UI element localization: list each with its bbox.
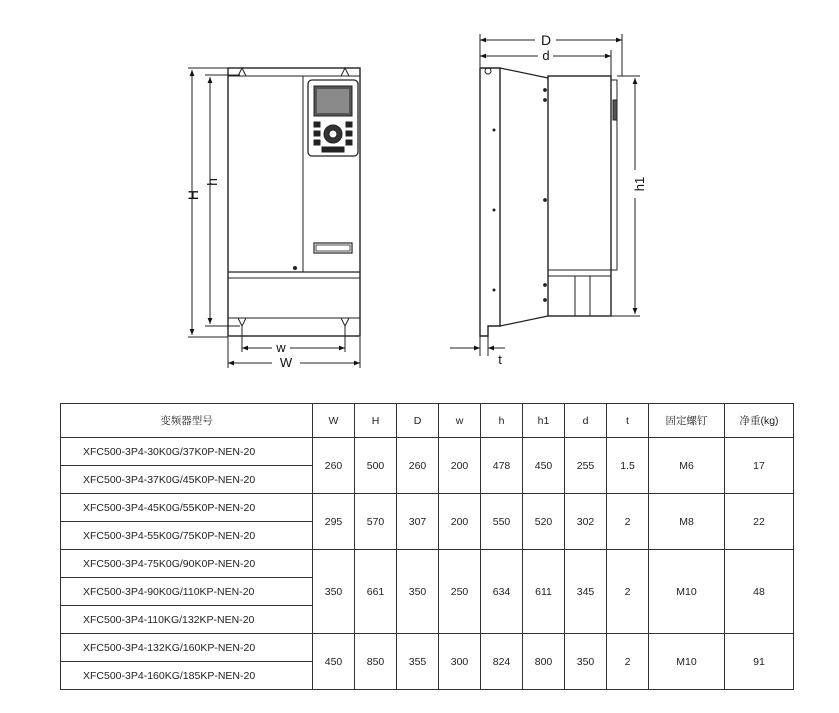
value-screw: M10 bbox=[649, 550, 725, 634]
value-d: 350 bbox=[565, 634, 607, 690]
header-screw: 固定螺钉 bbox=[649, 404, 725, 438]
value-H: 661 bbox=[355, 550, 397, 634]
dim-label-d: d bbox=[542, 48, 550, 63]
value-h1: 520 bbox=[523, 494, 565, 550]
header-D: D bbox=[397, 404, 439, 438]
value-D: 307 bbox=[397, 494, 439, 550]
spec-table bbox=[60, 403, 794, 690]
value-screw: M6 bbox=[649, 438, 725, 494]
dim-label-h1: h1 bbox=[632, 176, 647, 192]
value-h1: 450 bbox=[523, 438, 565, 494]
value-D: 260 bbox=[397, 438, 439, 494]
header-w: w bbox=[439, 404, 481, 438]
value-weight: 22 bbox=[725, 494, 794, 550]
value-w: 250 bbox=[439, 550, 481, 634]
value-W: 295 bbox=[313, 494, 355, 550]
header-H: H bbox=[355, 404, 397, 438]
table-row bbox=[61, 438, 794, 466]
value-W: 450 bbox=[313, 634, 355, 690]
value-h: 478 bbox=[481, 438, 523, 494]
model-cell: XFC500-3P4-75K0G/90K0P-NEN-20 bbox=[61, 550, 313, 578]
value-w: 200 bbox=[439, 438, 481, 494]
value-H: 850 bbox=[355, 634, 397, 690]
model-cell: XFC500-3P4-55K0G/75K0P-NEN-20 bbox=[61, 522, 313, 550]
header-h1: h1 bbox=[523, 404, 565, 438]
value-d: 255 bbox=[565, 438, 607, 494]
model-cell: XFC500-3P4-160KG/185KP-NEN-20 bbox=[61, 662, 313, 690]
value-weight: 91 bbox=[725, 634, 794, 690]
value-H: 500 bbox=[355, 438, 397, 494]
model-cell: XFC500-3P4-45K0G/55K0P-NEN-20 bbox=[61, 494, 313, 522]
side-view bbox=[450, 34, 640, 356]
value-screw: M8 bbox=[649, 494, 725, 550]
value-t: 2 bbox=[607, 494, 649, 550]
model-cell: XFC500-3P4-110KG/132KP-NEN-20 bbox=[61, 606, 313, 634]
header-model: 变频器型号 bbox=[61, 404, 313, 438]
table-row bbox=[61, 634, 794, 662]
table-row bbox=[61, 550, 794, 578]
value-d: 345 bbox=[565, 550, 607, 634]
value-h: 550 bbox=[481, 494, 523, 550]
front-view bbox=[188, 68, 360, 368]
value-W: 260 bbox=[313, 438, 355, 494]
dim-label-H: H bbox=[185, 189, 201, 201]
table-row bbox=[61, 494, 794, 522]
table-header-row bbox=[61, 404, 794, 438]
dim-label-t: t bbox=[498, 352, 502, 367]
value-h1: 800 bbox=[523, 634, 565, 690]
value-h: 634 bbox=[481, 550, 523, 634]
value-W: 350 bbox=[313, 550, 355, 634]
value-t: 2 bbox=[607, 634, 649, 690]
model-cell: XFC500-3P4-90K0G/110KP-NEN-20 bbox=[61, 578, 313, 606]
header-t: t bbox=[607, 404, 649, 438]
value-w: 300 bbox=[439, 634, 481, 690]
value-t: 2 bbox=[607, 550, 649, 634]
dim-label-w: w bbox=[276, 340, 286, 355]
dim-label-W: W bbox=[279, 355, 293, 370]
value-screw: M10 bbox=[649, 634, 725, 690]
header-d: d bbox=[565, 404, 607, 438]
value-h: 824 bbox=[481, 634, 523, 690]
value-t: 1.5 bbox=[607, 438, 649, 494]
value-H: 570 bbox=[355, 494, 397, 550]
value-D: 355 bbox=[397, 634, 439, 690]
header-W: W bbox=[313, 404, 355, 438]
dim-label-h: h bbox=[204, 178, 220, 186]
model-cell: XFC500-3P4-37K0G/45K0P-NEN-20 bbox=[61, 466, 313, 494]
value-d: 302 bbox=[565, 494, 607, 550]
header-h: h bbox=[481, 404, 523, 438]
value-w: 200 bbox=[439, 494, 481, 550]
value-weight: 48 bbox=[725, 550, 794, 634]
header-weight: 净重(kg) bbox=[725, 404, 794, 438]
model-cell: XFC500-3P4-132KG/160KP-NEN-20 bbox=[61, 634, 313, 662]
value-h1: 611 bbox=[523, 550, 565, 634]
model-cell: XFC500-3P4-30K0G/37K0P-NEN-20 bbox=[61, 438, 313, 466]
value-weight: 17 bbox=[725, 438, 794, 494]
dim-label-D: D bbox=[540, 32, 552, 48]
value-D: 350 bbox=[397, 550, 439, 634]
